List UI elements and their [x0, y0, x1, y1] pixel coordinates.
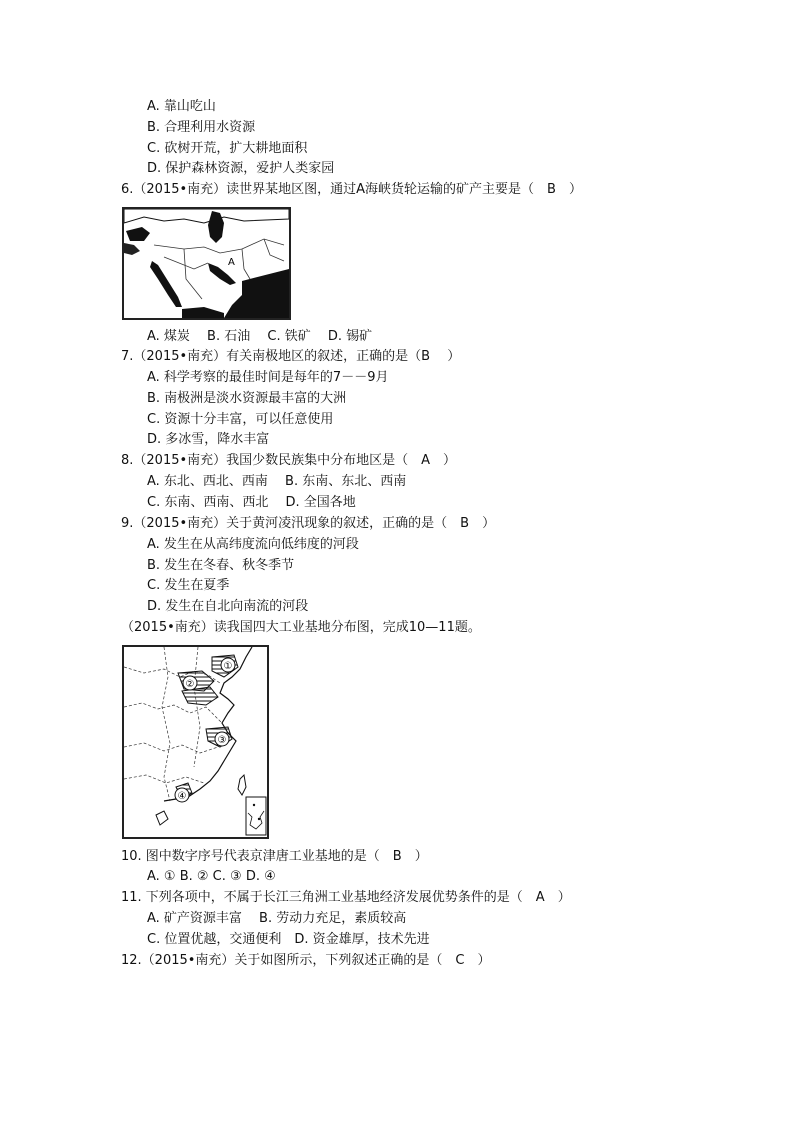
option-q5-b: B. 合理利用水资源 [147, 120, 256, 135]
option-q9-c: C. 发生在夏季 [147, 578, 230, 593]
question-10-stem: 10. 图中数字序号代表京津唐工业基地的是（ B ） [121, 849, 428, 864]
option-q9-b: B. 发生在冬春、秋冬季节 [147, 558, 295, 573]
question-6-stem: 6.（2015•南充）读世界某地区图，通过A海峡货轮运输的矿产主要是（ B ） [121, 182, 582, 197]
option-q9-a: A. 发生在从高纬度流向低纬度的河段 [147, 537, 359, 552]
question-6-options: A. 煤炭 B. 石油 C. 铁矿 D. 锡矿 [147, 329, 373, 344]
map-label-3: ③ [217, 735, 227, 746]
option-q7-b: B. 南极洲是淡水资源最丰富的大洲 [147, 391, 347, 406]
question-11-options-2: C. 位置优越，交通便利 D. 资金雄厚，技术先进 [147, 932, 430, 947]
middle-east-map [122, 207, 291, 320]
map-label-1: ① [223, 661, 233, 672]
question-12-stem: 12.（2015•南充）关于如图所示，下列叙述正确的是（ C ） [121, 953, 491, 968]
map-label-2: ② [185, 679, 195, 690]
option-q7-c: C. 资源十分丰富，可以任意使用 [147, 412, 334, 427]
map-label-4: ④ [177, 791, 187, 802]
option-q5-c: C. 砍树开荒，扩大耕地面积 [147, 141, 308, 156]
option-q7-d: D. 多冰雪，降水丰富 [147, 432, 270, 447]
question-7-stem: 7.（2015•南充）有关南极地区的叙述，正确的是（B ） [121, 349, 461, 364]
question-8-stem: 8.（2015•南充）我国少数民族集中分布地区是（ A ） [121, 453, 457, 468]
china-industrial-bases-map [122, 645, 269, 839]
question-11-stem: 11. 下列各项中，不属于长江三角洲工业基地经济发展优势条件的是（ A ） [121, 890, 571, 905]
option-q9-d: D. 发生在自北向南流的河段 [147, 599, 309, 614]
question-8-options-1: A. 东北、西北、西南 B. 东南、东北、西南 [147, 474, 407, 489]
option-q5-d: D. 保护森林资源，爱护人类家园 [147, 161, 335, 176]
option-q5-a: A. 靠山吃山 [147, 99, 216, 114]
questions-10-11-intro: （2015•南充）读我国四大工业基地分布图，完成10—11题。 [121, 620, 481, 635]
strait-a-label: A [228, 257, 235, 268]
question-11-options-1: A. 矿产资源丰富 B. 劳动力充足，素质较高 [147, 911, 407, 926]
question-9-stem: 9.（2015•南充）关于黄河凌汛现象的叙述，正确的是（ B ） [121, 516, 496, 531]
question-10-options: A. ① B. ② C. ③ D. ④ [147, 869, 276, 884]
option-q7-a: A. 科学考察的最佳时间是每年的7－－9月 [147, 370, 389, 385]
question-8-options-2: C. 东南、西南、西北 D. 全国各地 [147, 495, 356, 510]
